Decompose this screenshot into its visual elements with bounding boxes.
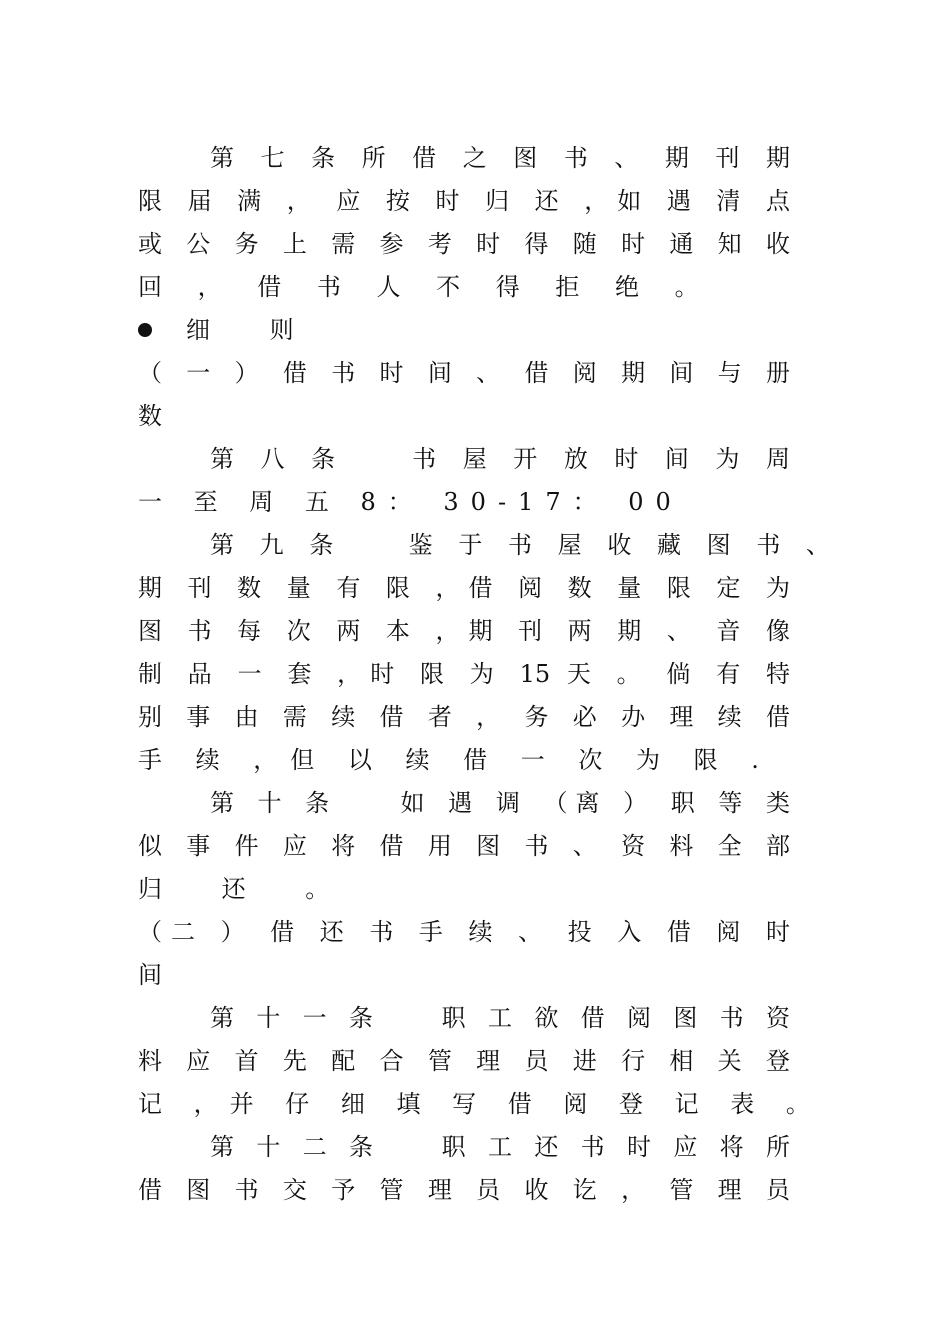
text-line: 料 应 首 先 配 合 管 理 员 进 行 相 关 登 [138, 1047, 790, 1075]
text-line: 第 十 二 条 职 工 还 书 时 应 将 所 [210, 1133, 790, 1161]
bullet-item [138, 313, 320, 347]
bullet-label: 细 则 [186, 316, 320, 344]
text-line: 限 届 满 ， 应 按 时 归 还 ，如 遇 清 点 [138, 187, 790, 215]
text-line: 归 还 。 [138, 875, 356, 903]
bullet-icon [138, 323, 152, 337]
text-line: 第 十 一 条 职 工 欲 借 阅 图 书 资 [210, 1004, 790, 1032]
text-line: 第 十 条 如 遇 调 （离 ） 职 等 类 [210, 789, 790, 817]
text-line: 图 书 每 次 两 本 ，期 刊 两 期 、 音 像 [138, 617, 790, 645]
section-heading: （ 一 ） 借 书 时 间 、 借 阅 期 间 与 册 [138, 359, 790, 387]
section-heading-continuation: 数 [138, 402, 188, 430]
text-line: 或 公 务 上 需 参 考 时 得 随 时 通 知 收 [138, 230, 790, 258]
text-line: 回 ， 借 书 人 不 得 拒 绝 。 [138, 273, 713, 301]
text-line: 别 事 由 需 续 借 者 ， 务 必 办 理 续 借 [138, 703, 790, 731]
text-line: 期 刊 数 量 有 限 ，借 阅 数 量 限 定 为 [138, 574, 790, 602]
text-line: 一 至 周 五 8： 30-17： 00 [138, 488, 683, 516]
text-line: 第 八 条 书 屋 开 放 时 间 为 周 [210, 445, 790, 473]
text-line: 记 ，并 仔 细 填 写 借 阅 登 记 表 。 [138, 1090, 822, 1118]
text-line: 借 图 书 交 予 管 理 员 收 讫 ， 管 理 员 [138, 1176, 790, 1204]
text-line: 制 品 一 套 ，时 限 为 15 天 。 倘 有 特 [138, 660, 790, 688]
text-line: 似 事 件 应 将 借 用 图 书 、 资 料 全 部 [138, 832, 790, 860]
text-line: 第 九 条 鉴 于 书 屋 收 藏 图 书 、 [210, 531, 830, 559]
text-line: 手 续 ，但 以 续 借 一 次 为 限 . [138, 746, 772, 774]
section-heading: （二 ） 借 还 书 手 续 、 投 入 借 阅 时 [138, 918, 790, 946]
text-line: 第 七 条 所 借 之 图 书 、 期 刊 期 [210, 144, 790, 172]
section-heading-continuation: 间 [138, 961, 188, 989]
